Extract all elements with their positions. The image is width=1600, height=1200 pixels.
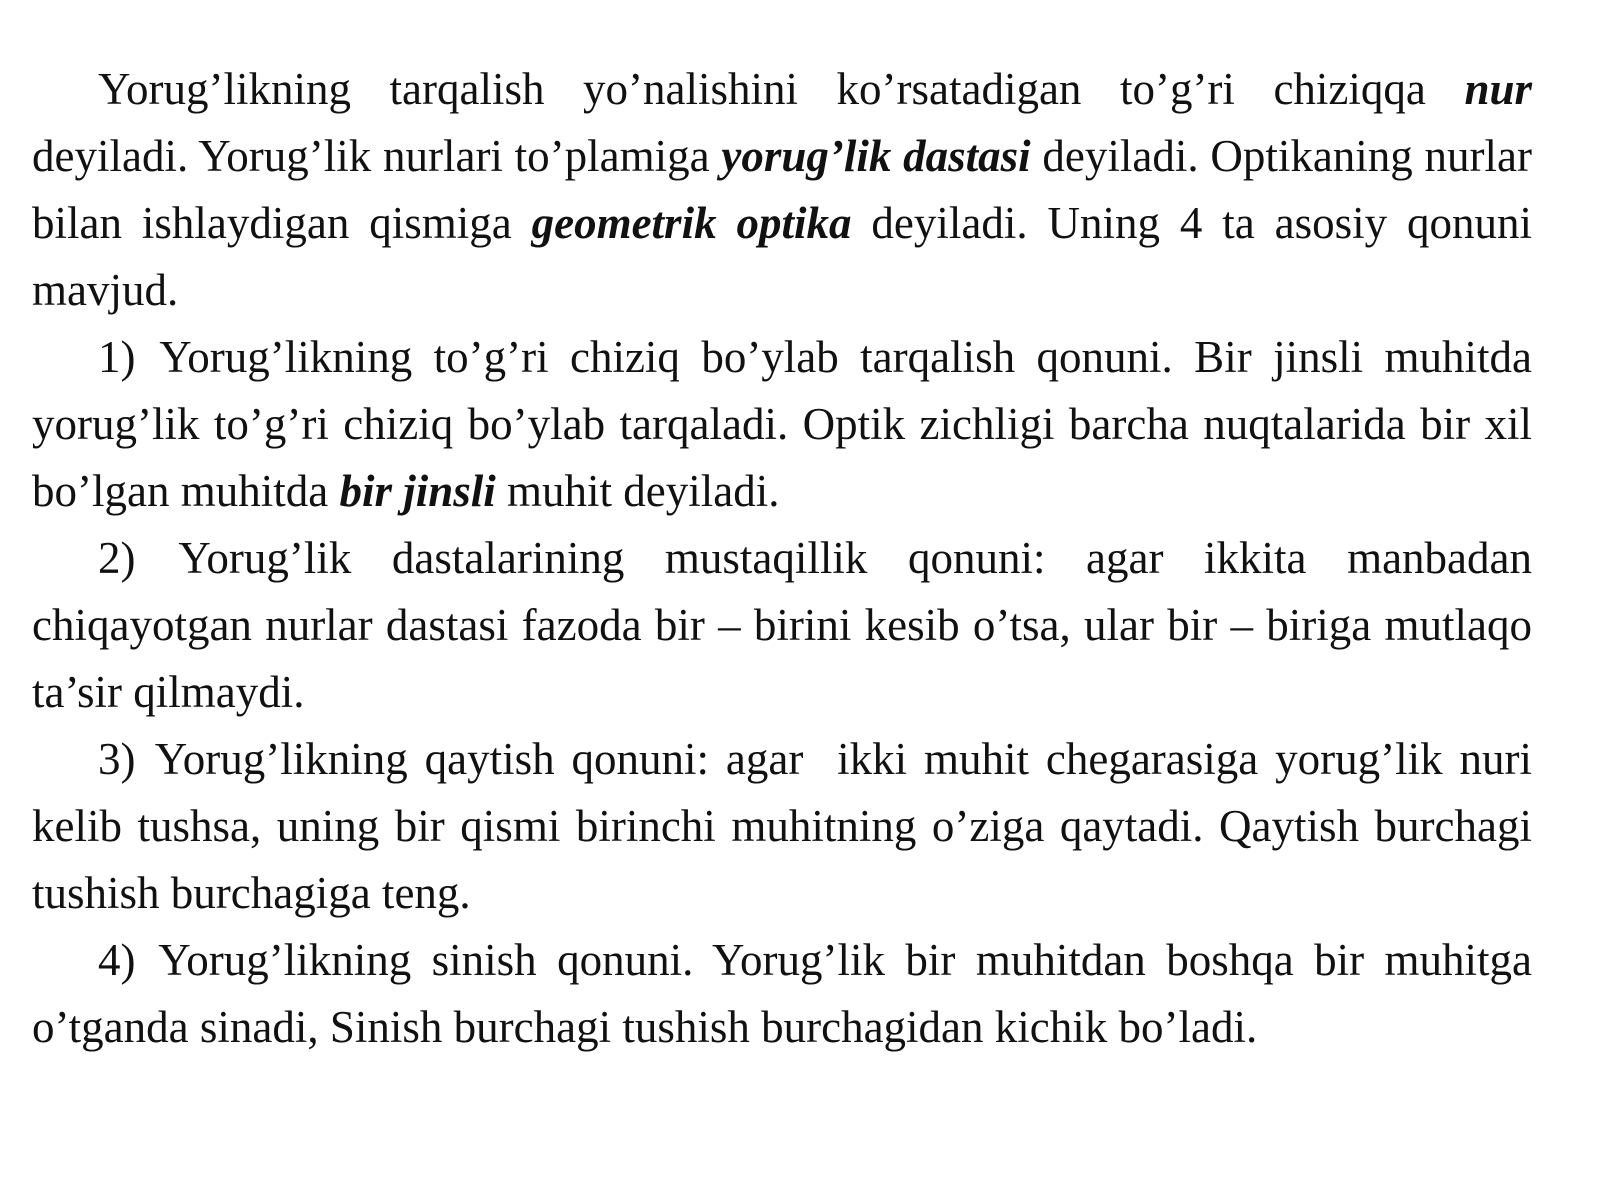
law-4-text: Yorug’likning sinish qonuni. Yorug’lik bir muhitdan boshqa bir muhitga o’tganda sinadi, Sinish burchagi tushish burchagidan kichik bo’ladi. <box>32 935 1532 1052</box>
law-4-number: 4) <box>98 935 136 985</box>
term-bir-jinsli: bir jinsli <box>339 466 496 516</box>
law-4-paragraph <box>32 927 1532 1061</box>
law-2-paragraph <box>32 525 1532 726</box>
law-1-number: 1) <box>98 332 136 382</box>
term-nur: nur <box>1464 64 1533 114</box>
law-2-number: 2) <box>98 533 136 583</box>
law-3-paragraph <box>32 726 1544 927</box>
intro-text-1: Yorug’likning tarqalish yo’nalishini ko’rsatadigan to’g’ri chiziqqa <box>98 64 1426 114</box>
law-3-number: 3) <box>98 734 136 784</box>
intro-text-3: deyiladi. Optikaning nurlar bilan ishlaydigan qismiga <box>32 131 1532 248</box>
term-geometrik-optika: geometrik optika <box>531 198 852 248</box>
intro-paragraph <box>32 56 1532 324</box>
law-1-paragraph <box>32 324 1532 525</box>
document-body <box>32 56 1544 1061</box>
intro-text-2: deyiladi. Yorug’lik nurlari to’plamiga <box>32 131 710 181</box>
law-1-text-1: Yorug’likning to’g’ri chiziq bo’ylab tarqalish qonuni. Bir jinsli muhitda yorug’lik to’g’ri chiziq bo’ylab tarqaladi. Optik zichligi barcha nuqtalarida bir xil bo’lgan muhitda <box>32 332 1532 516</box>
term-yoruglik-dastasi: yorug’lik dastasi <box>721 131 1031 181</box>
intro-text-4: deyiladi. Uning 4 ta asosiy qonuni mavjud. <box>32 198 1533 315</box>
law-3-text: Yorug’likning qaytish qonuni: agar ikki muhit chegarasiga yorug’lik nuri kelib tushsa, uning bir qismi birinchi muhitning o’ziga qaytadi. Qaytish burchagi tushish burchagiga teng. <box>32 734 1544 918</box>
law-2-text: Yorug’lik dastalarining mustaqillik qonuni: agar ikkita manbadan chiqayotgan nurlar dastasi fazoda bir – birini kesib o’tsa, ular bir – biriga mutlaqo ta’sir qilmaydi. <box>32 533 1532 717</box>
law-1-text-2: muhit deyiladi. <box>507 466 780 516</box>
